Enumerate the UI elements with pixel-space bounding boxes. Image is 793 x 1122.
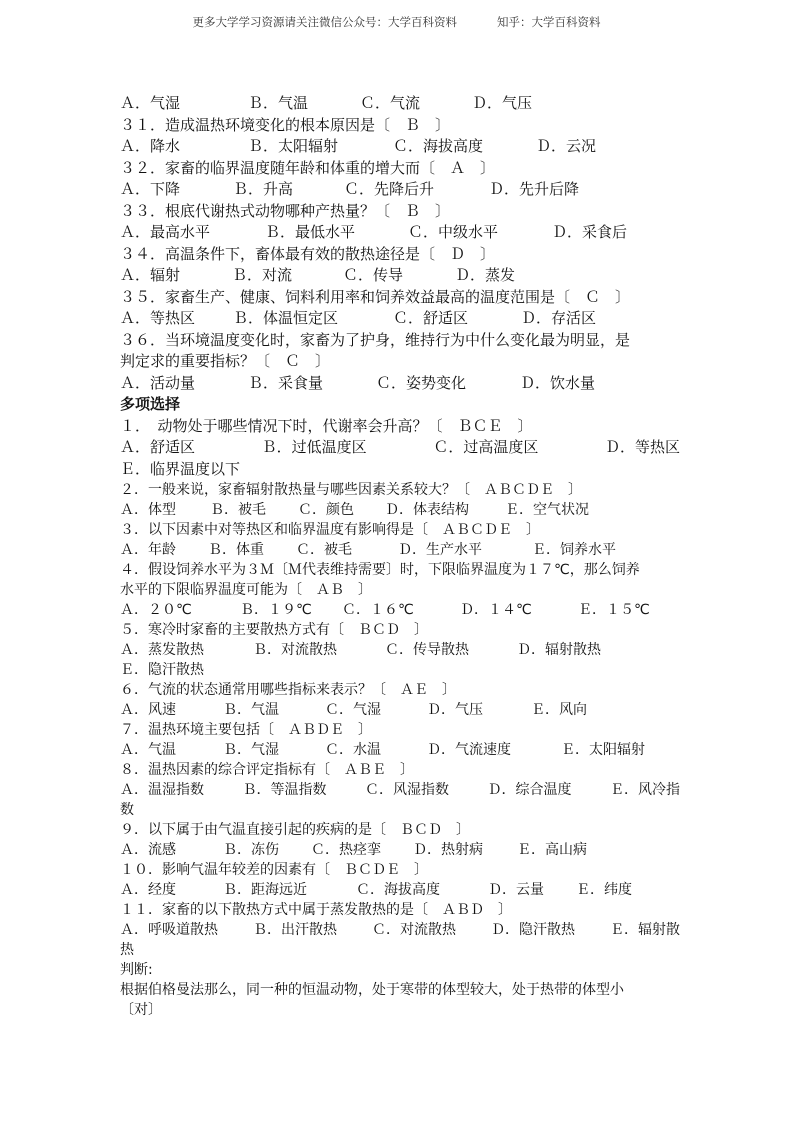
option: Ｃ．姿势变化 xyxy=(376,373,467,392)
option: Ｃ．先降后升 xyxy=(344,180,435,198)
option: Ｄ．气压 xyxy=(472,94,533,112)
multi-question-1: １． 动物处于哪些情况下时，代谢率会升高？〔 ＢＣＥ 〕 xyxy=(120,416,533,435)
m2-options xyxy=(120,500,680,520)
option: Ｄ．１４℃ xyxy=(460,602,532,618)
q32-options xyxy=(120,179,680,201)
option: Ｅ．１５℃ xyxy=(578,602,650,618)
header-right-text: 知乎：大学百科资料 xyxy=(497,15,601,29)
option: Ｅ．太阳辐射 xyxy=(561,742,645,758)
option: Ａ．流感 xyxy=(120,842,176,858)
option: Ｃ．中级水平 xyxy=(408,223,499,241)
multi-question-11: １１．家畜的以下散热方式中属于蒸发散热的是〔 ＡＢＤ 〕 xyxy=(120,902,512,918)
q30-options xyxy=(120,93,680,115)
q33-options xyxy=(120,222,680,244)
option: Ｂ．出汗散热 xyxy=(253,922,337,938)
section-heading-multi: 多项选择 xyxy=(120,395,181,413)
option: Ｂ．等温指数 xyxy=(242,782,327,798)
m1-option-e: Ｅ．临界温度以下 xyxy=(120,459,241,478)
option: Ｂ．１９℃ xyxy=(240,602,312,618)
option: Ａ．风速 xyxy=(120,702,176,718)
option: Ｃ．被毛 xyxy=(296,542,352,558)
option: Ａ．气温 xyxy=(120,742,176,758)
option: Ｂ．对流 xyxy=(232,266,293,284)
option: Ａ．下降 xyxy=(120,180,181,198)
option: Ｂ．太阳辐射 xyxy=(248,137,339,155)
option: Ｄ．等热区 xyxy=(604,438,680,456)
q35-options xyxy=(120,308,680,330)
m8-option-continuation: 数 xyxy=(120,802,134,818)
option: Ｃ．海拔高度 xyxy=(393,137,484,155)
option: Ｄ．蒸发 xyxy=(455,266,516,284)
multi-question-9: ９．以下属于由气温直接引起的疾病的是〔 ＢＣＤ 〕 xyxy=(120,822,470,838)
option: Ｃ．对流散热 xyxy=(372,922,456,938)
option: Ｄ．云况 xyxy=(536,137,597,155)
multi-question-5: ５．寒冷时家畜的主要散热方式有〔 ＢＣＤ 〕 xyxy=(120,622,428,638)
multi-question-6: ６．气流的状态通常用哪些指标来表示？〔 ＡＥ 〕 xyxy=(120,682,456,698)
question-35: ３５．家畜生产、健康、饲料利用率和饲养效益最高的温度范围是〔 Ｃ 〕 xyxy=(120,287,631,306)
m11-option-continuation: 热 xyxy=(120,942,134,958)
option: Ｅ．风冷指 xyxy=(610,782,680,798)
option: Ｄ．体表结构 xyxy=(385,502,469,518)
option: Ａ．呼吸道散热 xyxy=(120,922,218,938)
option: Ｅ．空气状况 xyxy=(505,502,589,518)
question-31: ３１．造成温热环境变化的根本原因是〔 Ｂ 〕 xyxy=(120,115,451,134)
option: Ｃ．传导散热 xyxy=(385,642,469,658)
option: Ｂ．采食量 xyxy=(248,373,324,392)
option: Ｅ．辐射散 xyxy=(610,922,680,938)
q31-options xyxy=(120,136,680,158)
header-left-text: 更多大学学习资源请关注微信公众号：大学百科资料 xyxy=(192,15,457,29)
m8-options xyxy=(120,780,680,800)
m10-options xyxy=(120,880,680,900)
page-header xyxy=(0,14,793,30)
m11-options xyxy=(120,920,680,940)
option: Ａ．经度 xyxy=(120,882,176,898)
option: Ａ．最高水平 xyxy=(120,223,211,241)
option: Ａ．气湿 xyxy=(120,94,181,112)
option: Ａ．活动量 xyxy=(120,373,196,392)
option: Ｅ．纬度 xyxy=(576,882,632,898)
multi-question-3: ３．以下因素中对等热区和临界温度有影响得是〔 ＡＢＣＤＥ 〕 xyxy=(120,522,540,538)
q34-options xyxy=(120,265,680,287)
option: Ａ．舒适区 xyxy=(120,438,196,456)
multi-question-4-line-1: ４．假设饲养水平为３Ｍ〔Ｍ代表维持需要〕时，下限临界温度为１７℃，那么饲养 xyxy=(120,562,640,578)
option: Ｄ．综合温度 xyxy=(487,782,572,798)
m6-options xyxy=(120,700,680,720)
option: Ｄ．辐射散热 xyxy=(517,642,601,658)
section-heading-judge: 判断: xyxy=(120,962,153,978)
multi-question-7: ７．温热环境主要包括〔 ＡＢＤＥ 〕 xyxy=(120,722,372,738)
option: Ａ．温湿指数 xyxy=(120,782,204,798)
option: Ｃ．舒适区 xyxy=(393,309,469,327)
option: Ｂ．过低温度区 xyxy=(261,438,367,456)
q36-options xyxy=(120,373,680,395)
option: Ｃ．风湿指数 xyxy=(365,782,449,798)
option: Ｃ．气流 xyxy=(360,94,421,112)
option: Ａ．等热区 xyxy=(120,309,196,327)
option: Ｄ．热射病 xyxy=(413,842,483,858)
option: Ｃ．海拔高度 xyxy=(356,882,440,898)
m7-options xyxy=(120,740,680,760)
multi-question-8: ８．温热因素的综合评定指标有〔 ＡＢＥ 〕 xyxy=(120,762,414,778)
option: Ｂ．距海远近 xyxy=(223,882,307,898)
option: Ａ．降水 xyxy=(120,137,181,155)
option: Ｅ．风向 xyxy=(531,702,587,718)
option: Ｄ．隐汗散热 xyxy=(491,922,575,938)
question-36-line-2: 判定求的重要指标？〔 Ｃ 〕 xyxy=(120,352,331,370)
option: Ｄ．气流速度 xyxy=(427,742,511,758)
document-body xyxy=(120,93,680,1020)
option: Ａ．体型 xyxy=(120,502,176,518)
option: Ｂ．体重 xyxy=(208,542,264,558)
option: Ｄ．饮水量 xyxy=(520,373,596,392)
option: Ｄ．云量 xyxy=(488,882,544,898)
option: Ｃ．热痉挛 xyxy=(311,842,381,858)
option: Ｂ．升高 xyxy=(233,180,294,198)
m5-option-e: Ｅ．隐汗散热 xyxy=(120,662,204,678)
m1-options xyxy=(120,437,680,459)
option: Ｂ．体温恒定区 xyxy=(233,309,339,327)
option: Ａ．２０℃ xyxy=(120,602,192,618)
option: Ｂ．对流散热 xyxy=(253,642,337,658)
multi-question-10: １０．影响气温年较差的因素有〔 ＢＣＤＥ 〕 xyxy=(120,862,428,878)
m4-options xyxy=(120,600,680,620)
question-33: ３３．根底代谢热式动物哪种产热量？〔 Ｂ 〕 xyxy=(120,201,451,220)
option: Ｅ．饲养水平 xyxy=(532,542,616,558)
question-36-line-1: ３６．当环境温度变化时，家畜为了护身，维持行为中什么变化最为明显，是 xyxy=(120,330,631,349)
option: Ｂ．最低水平 xyxy=(265,223,356,241)
option: Ｅ．高山病 xyxy=(517,842,587,858)
question-32: ３２．家畜的临界温度随年龄和体重的增大而〔 Ａ 〕 xyxy=(120,158,496,177)
multi-question-2: ２．一般来说，家畜辐射散热量与哪些因素关系较大？〔 ＡＢＣＤＥ 〕 xyxy=(120,482,582,498)
m3-options xyxy=(120,540,680,560)
option: Ｄ．先升后降 xyxy=(489,180,580,198)
option: Ｂ．气温 xyxy=(223,702,279,718)
judge-question-1-line-1: 根据伯格曼法那么，同一种的恒温动物，处于寒带的体型较大，处于热带的体型小 xyxy=(120,982,624,998)
option: Ｄ．采食后 xyxy=(552,223,628,241)
option: Ｄ．气压 xyxy=(427,702,483,718)
option: Ｂ．气温 xyxy=(248,94,309,112)
option: Ｂ．被毛 xyxy=(210,502,266,518)
option: Ａ．蒸发散热 xyxy=(120,642,204,658)
option: Ｃ．过高温度区 xyxy=(433,438,539,456)
option: Ｂ．冻伤 xyxy=(223,842,279,858)
option: Ｃ．颜色 xyxy=(298,502,354,518)
multi-question-4-line-2: 水平的下限临界温度可能为〔 ＡＢ 〕 xyxy=(120,582,372,598)
option: Ａ．年龄 xyxy=(120,542,176,558)
m5-options xyxy=(120,640,680,660)
option: Ｂ．气湿 xyxy=(223,742,279,758)
option: Ｃ．气湿 xyxy=(325,702,381,718)
m9-options xyxy=(120,840,680,860)
option: Ｃ．传导 xyxy=(343,266,404,284)
option: Ｃ．１６℃ xyxy=(342,602,414,618)
question-34: ３４．高温条件下，畜体最有效的散热途径是〔 Ｄ 〕 xyxy=(120,244,496,263)
option: Ｄ．生产水平 xyxy=(398,542,482,558)
judge-question-1-line-2: 〔对〕 xyxy=(120,1002,162,1018)
option: Ａ．辐射 xyxy=(120,266,181,284)
option: Ｃ．水温 xyxy=(325,742,381,758)
option: Ｄ．存活区 xyxy=(521,309,597,327)
